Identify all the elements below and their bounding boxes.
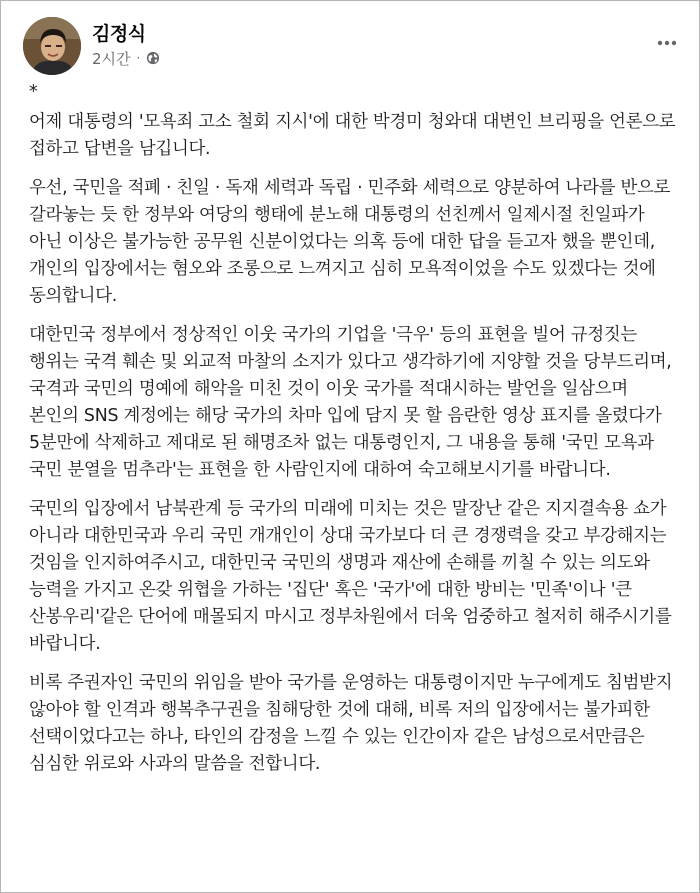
post-paragraph: 어제 대통령의 '모욕죄 고소 철회 지시'에 대한 박경미 청와대 대변인 브리핑을 언론으로 접하고 답변을 남깁니다.: [29, 112, 676, 159]
post-paragraph: 대한민국 정부에서 정상적인 이웃 국가의 기업을 '극우' 등의 표현을 빌어 규정짓는 행위는 국격 훼손 및 외교적 마찰의 소지가 있다고 생각하기에 지양할 것을 당부드리며, 국격과 국민의 명예에 해악을 미친 것이 이웃 국가를 적대시하는 발언을 일삼으며 본인의 SNS 계정에는 해당 국가의 차마 입에 담지 못 할 음란한 영상 표지를 올렸다가 5분만에 삭제하고 제대로 된 해명조차 없는 대통령인지, 그 내용을 통해 '국민 모욕과 국민 분열을 멈추라'는 표현을 한 사람인지에 대하여 숙고해보시기를 바랍니다.: [29, 325, 672, 480]
author-name[interactable]: 김정식: [92, 23, 146, 45]
post-meta: [92, 48, 160, 68]
globe-icon[interactable]: [146, 51, 160, 65]
post-header: [23, 17, 683, 79]
post-paragraph: 우선, 국민을 적폐 · 친일 · 독재 세력과 독립 · 민주화 세력으로 양분하여 나라를 반으로 갈라놓는 듯 한 정부와 여당의 행태에 분노해 대통령의 선친께서 일제시절 친일파가 아닌 이상은 불가능한 공무원 신분이었다는 의혹 등에 대한 답을 듣고자 했을 뿐인데, 개인의 입장에서는 혐오와 조롱으로 느껴지고 심히 모욕적이었을 수도 있겠다는 것에 동의합니다.: [29, 178, 671, 306]
meta-separator: ·: [136, 51, 141, 65]
post-paragraph: 국민의 입장에서 남북관계 등 국가의 미래에 미치는 것은 말장난 같은 지지결속용 쇼가 아니라 대한민국과 우리 국민 개개인이 상대 국가보다 더 큰 경쟁력을 갖고 부강해지는 것임을 인지하여주시고, 대한민국 국민의 생명과 재산에 손해를 끼칠 수 있는 의도와 능력을 가지고 온갖 위협을 가하는 '집단' 혹은 '국가'에 대한 방비는 '민족'이나 '큰 산봉우리'같은 단어에 매몰되지 마시고 정부차원에서 더욱 엄중하고 철저히 해주시기를 바랍니다.: [29, 499, 672, 654]
avatar[interactable]: [23, 17, 81, 75]
post-text: [29, 81, 681, 790]
post-paragraph-marker: *: [29, 82, 38, 102]
avatar-photo: [23, 17, 81, 75]
more-options-button[interactable]: [651, 27, 683, 59]
more-horizontal-icon: [657, 40, 677, 46]
post-time[interactable]: 2시간: [92, 49, 131, 68]
post-paragraph: 비록 주권자인 국민의 위임을 받아 국가를 운영하는 대통령이지만 누구에게도 침범받지 않아야 할 인격과 행복추구권을 침해당한 것에 대해, 비록 저의 입장에서는 불가피한 선택이었다고는 하나, 타인의 감정을 느낄 수 있는 인간이자 같은 남성으로서만큼은 심심한 위로와 사과의 말씀을 전합니다.: [29, 673, 673, 774]
